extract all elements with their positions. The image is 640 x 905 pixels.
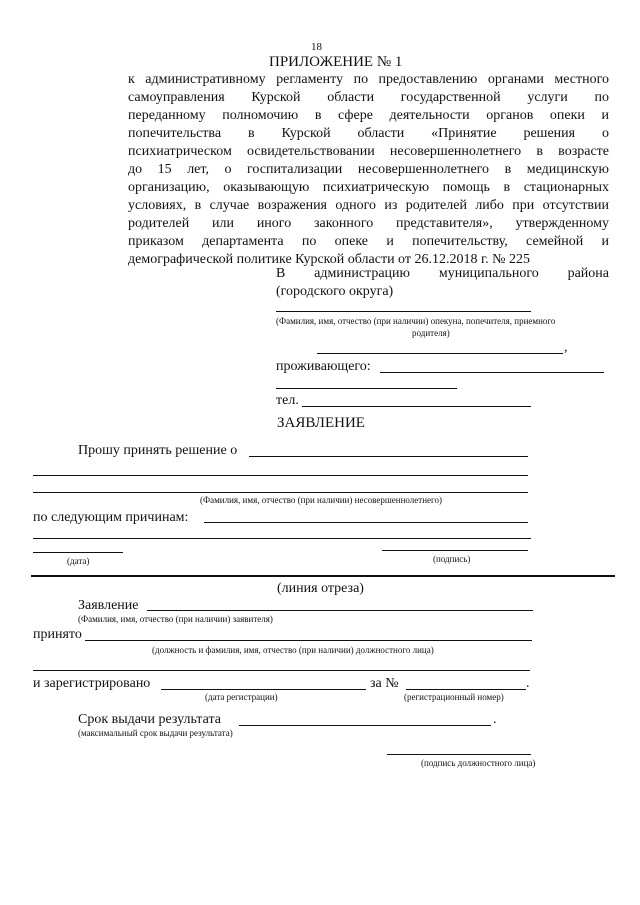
preamble-line: демографической политике Курской области от 26.12.2018 г. № 225 (128, 252, 531, 267)
minor-name-field[interactable] (33, 492, 528, 493)
preamble-line: к административному регламенту по предоставлению органами местного (128, 72, 609, 87)
official-field-cont[interactable] (33, 670, 530, 671)
preamble-line: психиатрическом освидетельствовании несовершеннолетнего в возрасте (128, 144, 609, 159)
guardian-name-field-cont[interactable] (317, 353, 563, 354)
address-field[interactable] (380, 372, 604, 373)
preamble-line: организацию, оказывающую психиатрическую помощь в стационарных (128, 180, 609, 195)
reasons-label: по следующим причинам: (33, 510, 189, 525)
date-field[interactable] (33, 552, 123, 553)
accepted-label: принято (33, 627, 82, 642)
phone-label: тел. (276, 393, 299, 408)
reg-date-field[interactable] (161, 689, 366, 690)
appendix-title: ПРИЛОЖЕНИЕ № 1 (269, 54, 403, 70)
receipt-statement-label: Заявление (78, 598, 139, 613)
applicant-name-field[interactable] (147, 610, 533, 611)
registered-label: и зарегистрировано (33, 676, 151, 691)
cut-line (31, 575, 615, 577)
guardian-name-field[interactable] (276, 311, 531, 312)
request-field-cont[interactable] (33, 475, 528, 476)
cut-line-label: (линия отреза) (277, 581, 364, 596)
field-hint: (подпись должностного лица) (421, 758, 536, 768)
field-hint: (дата) (67, 556, 90, 566)
official-signature-field[interactable] (387, 754, 531, 755)
signature-field[interactable] (382, 550, 528, 551)
address-field-cont[interactable] (276, 388, 457, 389)
addressee-line: (городского округа) (276, 284, 394, 299)
phone-field[interactable] (302, 406, 531, 407)
addressee-line: В администрацию муниципального района (276, 266, 609, 281)
reg-number-field[interactable] (406, 689, 526, 690)
field-hint: (максимальный срок выдачи результата) (78, 728, 233, 738)
field-hint: (Фамилия, имя, отчество (при наличии) заявителя) (78, 614, 273, 624)
preamble-line: условиях, в случае возражения одного из родителей либо при отсутствии (128, 198, 609, 213)
official-field[interactable] (85, 640, 532, 641)
field-hint: (регистрационный номер) (404, 692, 504, 702)
field-hint: (Фамилия, имя, отчество (при наличии) несовершеннолетнего) (200, 495, 442, 505)
number-label: за № (370, 676, 399, 691)
preamble-line: родителей или иного законного представителя», утвержденному (128, 216, 609, 231)
preamble-line: попечительства в Курской области «Принятие решения о (128, 126, 609, 141)
preamble-line: переданному полномочию в сфере деятельности органов опеки и (128, 108, 609, 123)
field-hint: (Фамилия, имя, отчество (при наличии) опекуна, попечителя, приемного (276, 316, 556, 326)
field-hint: родителя) (412, 328, 450, 338)
preamble-line: приказом департамента по опеке и попечительству, семейной и (128, 234, 609, 249)
field-hint: (дата регистрации) (205, 692, 278, 702)
statement-title: ЗАЯВЛЕНИЕ (277, 415, 365, 431)
request-label: Прошу принять решение о (78, 443, 238, 458)
period: . (493, 712, 497, 727)
comma: , (564, 340, 568, 355)
period: . (526, 676, 530, 691)
reasons-field[interactable] (204, 522, 528, 523)
residing-label: проживающего: (276, 359, 371, 374)
field-hint: (должность и фамилия, имя, отчество (при наличии) должностного лица) (152, 645, 434, 655)
preamble-line: самоуправления Курской области государственной услуги по (128, 90, 609, 105)
field-hint: (подпись) (433, 554, 471, 564)
request-field[interactable] (249, 456, 528, 457)
preamble-line: до 15 лет, о госпитализации несовершеннолетнего в медицинскую (128, 162, 609, 177)
deadline-label: Срок выдачи результата (78, 712, 221, 727)
reasons-field-cont[interactable] (33, 538, 531, 539)
deadline-field[interactable] (239, 725, 491, 726)
page-number: 18 (311, 41, 322, 53)
